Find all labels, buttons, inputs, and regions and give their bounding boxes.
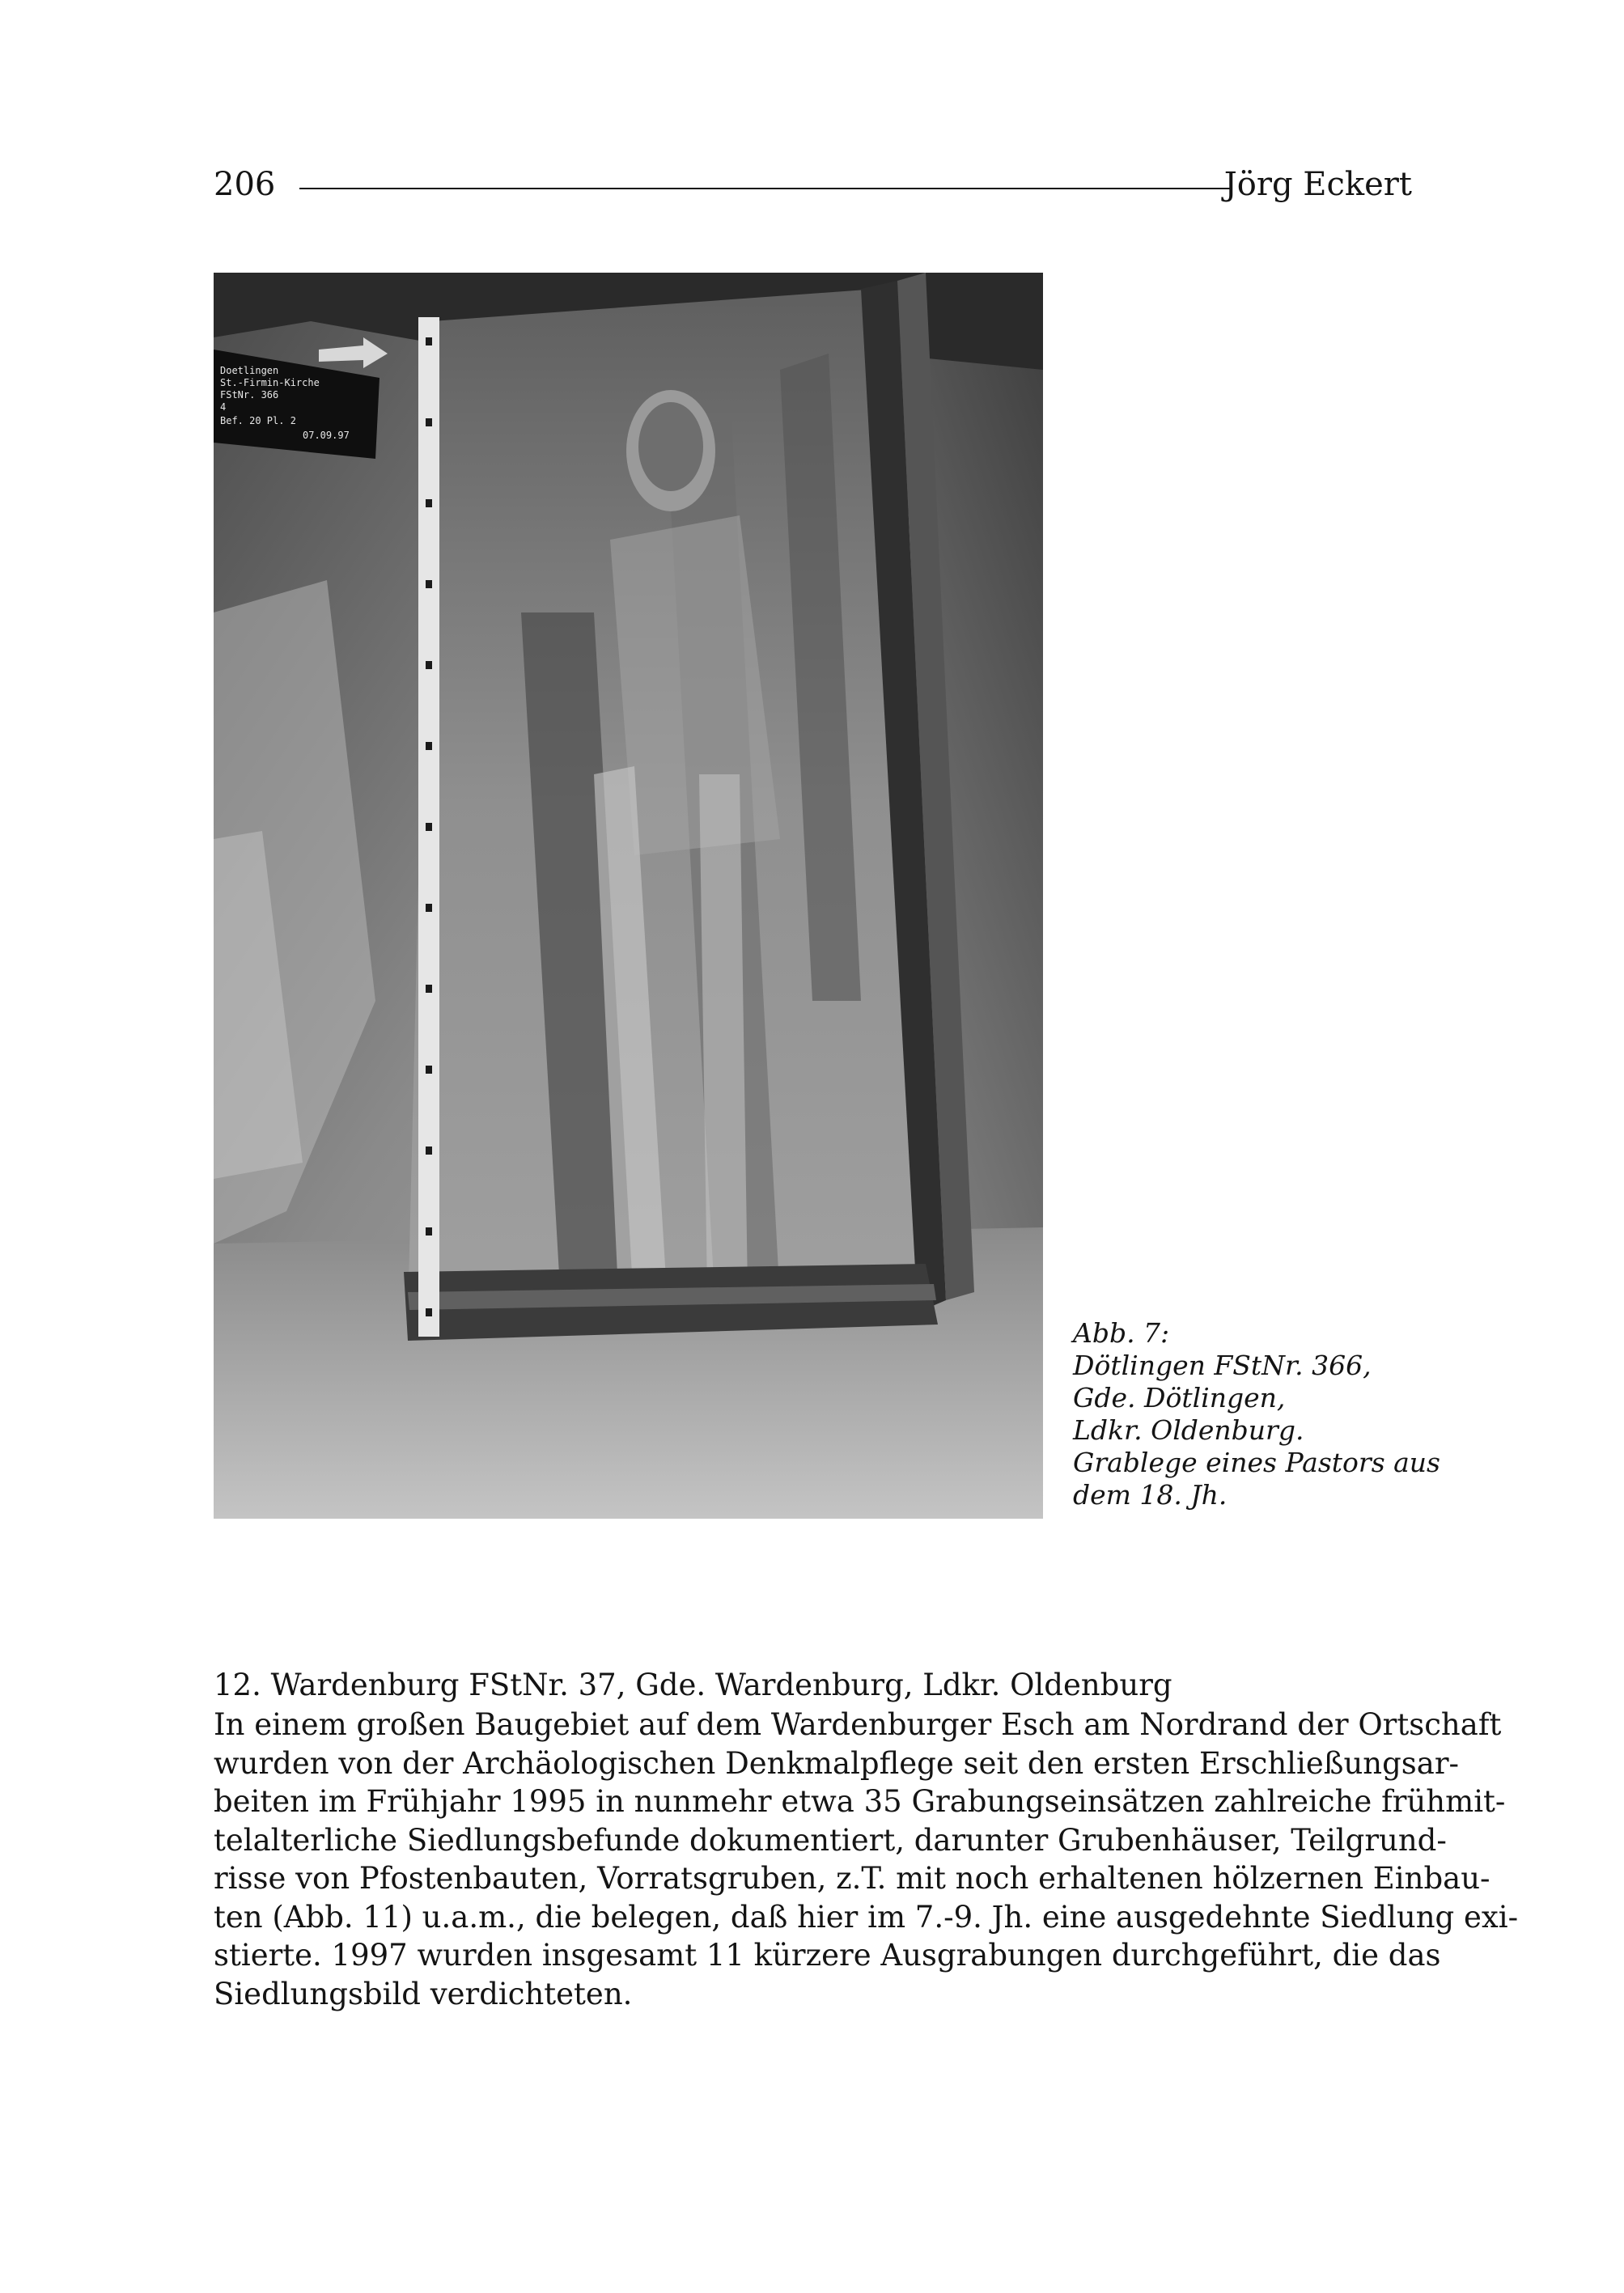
caption-line: Dötlingen FStNr. 366,: [1073, 1350, 1372, 1381]
body-line: telalterliche Siedlungsbefunde dokumentiert, darunter Grubenhäuser, Teilgrund-: [214, 1822, 1447, 1858]
figure-photo: [214, 273, 1043, 1519]
body-line: Siedlungsbild verdichteten.: [214, 1976, 633, 2011]
photo-label-line: St.-Firmin-Kirche: [220, 377, 320, 388]
photo-label-line: Bef. 20 Pl. 2: [220, 415, 296, 426]
page-number: 206: [214, 166, 276, 203]
section-heading: 12. Wardenburg FStNr. 37, Gde. Wardenburg, Ldkr. Oldenburg: [214, 1668, 1172, 1702]
caption-line: Ldkr. Oldenburg.: [1073, 1414, 1304, 1446]
body-line: wurden von der Archäologischen Denkmalpflege seit den ersten Erschließungsar-: [214, 1745, 1460, 1781]
body-line: stierte. 1997 wurden insgesamt 11 kürzere Ausgrabungen durchgeführt, die das: [214, 1938, 1441, 1973]
photo-label-line: Doetlingen: [220, 365, 279, 376]
body-line: beiten im Frühjahr 1995 in nunmehr etwa 35 Grabungseinsätzen zahlreiche frühmit-: [214, 1784, 1506, 1819]
body-line: risse von Pfostenbauten, Vorratsgruben, z.T. mit noch erhaltenen hölzernen Einbau-: [214, 1861, 1490, 1896]
header-rule: [299, 188, 1230, 189]
body-line: ten (Abb. 11) u.a.m., die belegen, daß hier im 7.-9. Jh. eine ausgedehnte Siedlung exi-: [214, 1899, 1519, 1935]
caption-line: Abb. 7:: [1073, 1317, 1170, 1349]
caption-line: Gde. Dötlingen,: [1073, 1382, 1286, 1414]
caption-line: dem 18. Jh.: [1073, 1479, 1228, 1511]
photo-label-line: 4: [220, 401, 227, 413]
photo-label-line: FStNr. 366: [220, 389, 279, 401]
grave-photo: [214, 273, 1043, 1519]
photo-label-line: 07.09.97: [303, 430, 350, 441]
running-author: Jörg Eckert: [1223, 166, 1412, 203]
caption-line: Grablege eines Pastors aus: [1073, 1447, 1440, 1478]
body-line: In einem großen Baugebiet auf dem Wardenburger Esch am Nordrand der Ortschaft: [214, 1707, 1502, 1742]
figure-caption: [1073, 1317, 1453, 1511]
body-paragraph: [214, 1706, 1519, 2013]
